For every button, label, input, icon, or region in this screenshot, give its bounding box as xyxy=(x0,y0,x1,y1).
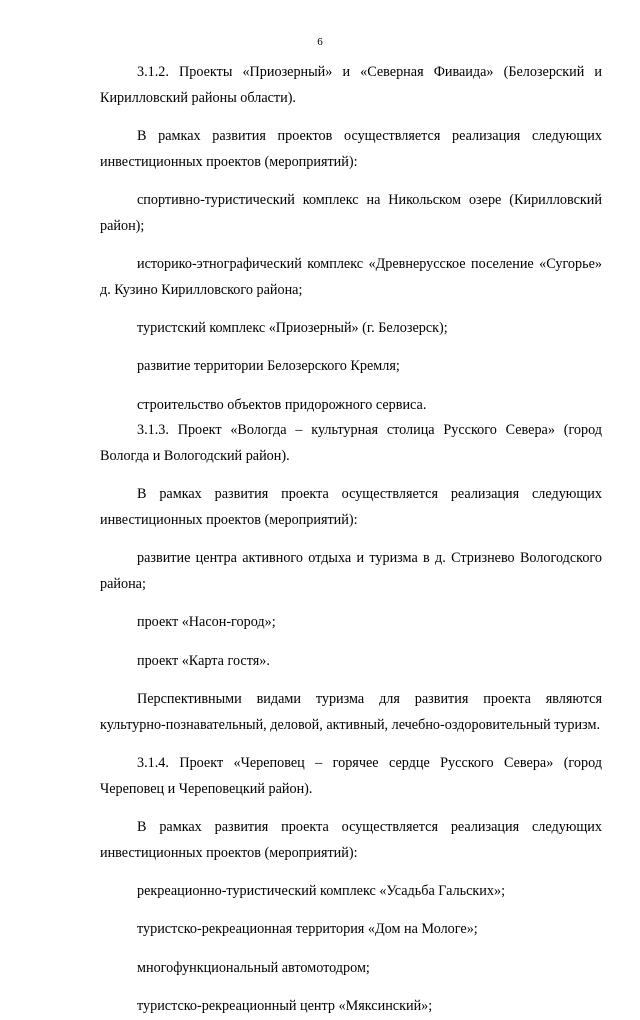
paragraph: многофункциональный автомотодром; xyxy=(137,959,370,976)
paragraph: проект «Насон-город»; xyxy=(137,614,276,631)
paragraph: 3.1.2. Проекты «Приозерный» и «Северная Фиваида» (Белозерский и Кирилловский районы области). xyxy=(100,64,602,106)
paragraph: развитие территории Белозерского Кремля; xyxy=(137,358,400,375)
paragraph: туристско-рекреационный центр «Мяксинский»; xyxy=(137,998,433,1015)
paragraph: строительство объектов придорожного сервиса. xyxy=(137,396,427,413)
paragraph: В рамках развития проекта осуществляется реализация следующих инвестиционных проектов (мероприятий): xyxy=(100,486,602,528)
paragraph: В рамках развития проекта осуществляется реализация следующих инвестиционных проектов (мероприятий): xyxy=(100,819,602,861)
paragraph: туристско-рекреационная территория «Дом на Мологе»; xyxy=(137,921,478,938)
paragraph: развитие центра активного отдыха и туризма в д. Стризнево Вологодского района; xyxy=(100,550,602,592)
paragraph: спортивно-туристический комплекс на Никольском озере (Кирилловский район); xyxy=(100,191,602,234)
paragraph: 3.1.4. Проект «Череповец – горячее сердце Русского Севера» (город Череповец и Череповецкий район). xyxy=(100,755,602,797)
paragraph: Перспективными видами туризма для развития проекта являются культурно-познавательный, деловой, активный, лечебно-оздоровительный туризм. xyxy=(100,691,602,733)
paragraph: В рамках развития проектов осуществляется реализация следующих инвестиционных проектов (мероприятий): xyxy=(100,127,602,170)
page-number: 6 xyxy=(317,36,323,48)
paragraph: историко-этнографический комплекс «Древнерусское поселение «Сугорье» д. Кузино Кирилловского района; xyxy=(100,255,602,298)
paragraph: проект «Карта гостя». xyxy=(137,652,270,669)
paragraph: рекреационно-туристический комплекс «Усадьба Гальских»; xyxy=(137,883,506,899)
document-body xyxy=(100,60,602,1020)
paragraph: 3.1.3. Проект «Вологда – культурная столица Русского Севера» (город Вологда и Вологодский район). xyxy=(100,422,602,464)
paragraph: туристский комплекс «Приозерный» (г. Белозерск); xyxy=(137,319,448,336)
